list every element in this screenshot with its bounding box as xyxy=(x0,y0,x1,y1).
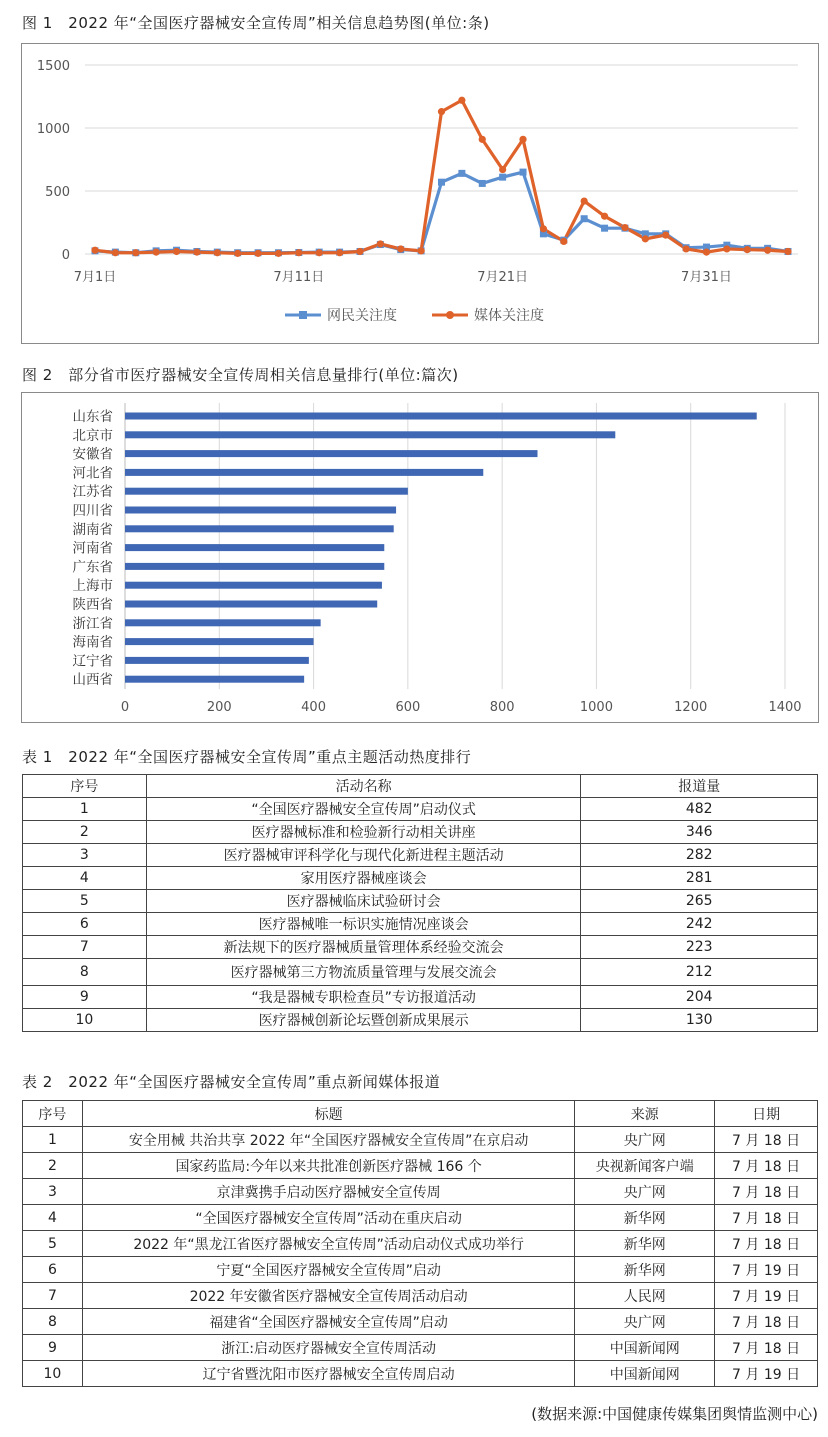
table-cell: 辽宁省暨沈阳市医疗器械安全宣传周启动 xyxy=(82,1361,575,1387)
x-tick-label: 1000 xyxy=(579,700,613,715)
table-cell: 2 xyxy=(23,1153,83,1179)
table-row xyxy=(23,1231,818,1257)
table-cell: 130 xyxy=(581,1009,818,1032)
table-row xyxy=(23,959,818,986)
table-cell: 国家药监局:今年以来共批准创新医疗器械 166 个 xyxy=(82,1153,575,1179)
table-row xyxy=(23,844,818,867)
data-point-circle xyxy=(132,249,139,256)
series-line-media xyxy=(95,100,788,253)
data-point-circle xyxy=(214,249,221,256)
data-point-circle xyxy=(642,235,649,242)
data-point-circle xyxy=(662,232,669,239)
y-tick-label: 0 xyxy=(61,248,70,263)
data-point-square xyxy=(499,174,506,181)
legend-marker xyxy=(299,311,307,319)
data-point-circle xyxy=(621,224,628,231)
x-tick-label: 200 xyxy=(206,700,232,715)
bar xyxy=(125,563,384,570)
source-note: (数据来源:中国健康传媒集团舆情监测中心) xyxy=(531,1405,818,1423)
table-row xyxy=(23,1153,818,1179)
table-cell: 265 xyxy=(581,890,818,913)
table-cell: 1 xyxy=(23,798,147,821)
bar xyxy=(125,676,304,683)
figure1-frame xyxy=(21,43,819,344)
table-cell: 中国新闻网 xyxy=(575,1335,715,1361)
data-point-circle xyxy=(438,108,445,115)
category-label: 海南省 xyxy=(72,634,113,651)
province-bar-chart xyxy=(22,393,818,722)
column-header: 日期 xyxy=(715,1101,818,1127)
category-label: 山西省 xyxy=(72,672,113,689)
bar xyxy=(125,638,314,645)
table-cell: 医疗器械唯一标识实施情况座谈会 xyxy=(146,913,581,936)
table-cell: “全国医疗器械安全宣传周”启动仪式 xyxy=(146,798,581,821)
x-tick-label: 1200 xyxy=(674,700,708,715)
data-point-square xyxy=(520,169,527,176)
bar xyxy=(125,544,384,551)
table-cell: 5 xyxy=(23,890,147,913)
column-header: 活动名称 xyxy=(146,775,581,798)
category-label: 四川省 xyxy=(72,503,113,519)
table-cell: 医疗器械临床试验研讨会 xyxy=(146,890,581,913)
table-cell: 7 xyxy=(23,1283,83,1309)
data-point-circle xyxy=(784,248,791,255)
table-row xyxy=(23,1179,818,1205)
category-label: 陕西省 xyxy=(72,597,113,613)
table-row xyxy=(23,1335,818,1361)
table-cell: 7 xyxy=(23,936,147,959)
table-cell: 家用医疗器械座谈会 xyxy=(146,867,581,890)
category-label: 浙江省 xyxy=(72,615,113,632)
table1-caption: 表 1 2022 年“全国医疗器械安全宣传周”重点主题活动热度排行 xyxy=(22,748,472,766)
table-row xyxy=(23,913,818,936)
y-tick-label: 500 xyxy=(45,185,70,200)
table-cell: 8 xyxy=(23,959,147,986)
table-row xyxy=(23,1257,818,1283)
table-cell: 医疗器械审评科学化与现代化新进程主题活动 xyxy=(146,844,581,867)
table-cell: 7 月 18 日 xyxy=(715,1309,818,1335)
table-row xyxy=(23,867,818,890)
table-cell: 4 xyxy=(23,867,147,890)
y-tick-label: 1500 xyxy=(36,59,70,74)
bar xyxy=(125,525,394,532)
x-tick-label: 7月21日 xyxy=(477,270,529,285)
table-cell: 央视新闻客户端 xyxy=(575,1153,715,1179)
table-cell: 4 xyxy=(23,1205,83,1231)
legend-label: 网民关注度 xyxy=(327,308,397,324)
table-cell: 281 xyxy=(581,867,818,890)
category-label: 广东省 xyxy=(72,559,113,576)
data-point-circle xyxy=(254,250,261,257)
bar xyxy=(125,413,757,420)
table-cell: 医疗器械标准和检验新行动相关讲座 xyxy=(146,821,581,844)
bar xyxy=(125,657,309,664)
trend-line-chart xyxy=(22,44,818,343)
table-cell: 医疗器械创新论坛暨创新成果展示 xyxy=(146,1009,581,1032)
category-label: 北京市 xyxy=(72,427,113,444)
table-cell: 3 xyxy=(23,1179,83,1205)
table-row xyxy=(23,1205,818,1231)
table-cell: 6 xyxy=(23,913,147,936)
table-cell: 204 xyxy=(581,986,818,1009)
data-point-circle xyxy=(112,249,119,256)
table-row xyxy=(23,890,818,913)
data-point-circle xyxy=(377,240,384,247)
table-cell: 7 月 18 日 xyxy=(715,1231,818,1257)
column-header: 标题 xyxy=(82,1101,575,1127)
table-cell: 242 xyxy=(581,913,818,936)
bar xyxy=(125,582,382,589)
table-cell: 7 月 18 日 xyxy=(715,1205,818,1231)
data-point-circle xyxy=(234,250,241,257)
table-row xyxy=(23,1283,818,1309)
table-cell: 1 xyxy=(23,1127,83,1153)
table-cell: 医疗器械第三方物流质量管理与发展交流会 xyxy=(146,959,581,986)
data-point-circle xyxy=(275,250,282,257)
category-label: 河南省 xyxy=(72,540,113,557)
column-header: 序号 xyxy=(23,775,147,798)
table-cell: 6 xyxy=(23,1257,83,1283)
data-point-circle xyxy=(397,245,404,252)
table-cell: 新华网 xyxy=(575,1231,715,1257)
table-cell: 2022 年“黑龙江省医疗器械安全宣传周”活动启动仪式成功举行 xyxy=(82,1231,575,1257)
data-point-circle xyxy=(173,248,180,255)
data-point-circle xyxy=(295,249,302,256)
table-cell: 7 月 18 日 xyxy=(715,1335,818,1361)
table-cell: 浙江:启动医疗器械安全宣传周活动 xyxy=(82,1335,575,1361)
table-cell: 7 月 18 日 xyxy=(715,1179,818,1205)
category-label: 上海市 xyxy=(72,578,113,595)
table-cell: 9 xyxy=(23,1335,83,1361)
bar xyxy=(125,619,321,626)
data-point-square xyxy=(458,170,465,177)
table-row xyxy=(23,1127,818,1153)
data-point-circle xyxy=(519,136,526,143)
table-cell: 7 月 19 日 xyxy=(715,1283,818,1309)
x-tick-label: 7月11日 xyxy=(273,270,325,285)
figure1-caption: 图 1 2022 年“全国医疗器械安全宣传周”相关信息趋势图(单位:条) xyxy=(22,14,490,32)
table-cell: 482 xyxy=(581,798,818,821)
category-label: 安徽省 xyxy=(72,446,113,463)
data-point-circle xyxy=(764,247,771,254)
data-point-circle xyxy=(356,248,363,255)
table-row xyxy=(23,821,818,844)
table2-caption: 表 2 2022 年“全国医疗器械安全宣传周”重点新闻媒体报道 xyxy=(22,1073,441,1091)
table-cell: 福建省“全国医疗器械安全宣传周”启动 xyxy=(82,1309,575,1335)
table-cell: 3 xyxy=(23,844,147,867)
column-header: 报道量 xyxy=(581,775,818,798)
table-cell: “全国医疗器械安全宣传周”活动在重庆启动 xyxy=(82,1205,575,1231)
data-point-square xyxy=(479,180,486,187)
table-cell: 7 月 19 日 xyxy=(715,1257,818,1283)
table-cell: 282 xyxy=(581,844,818,867)
column-header: 序号 xyxy=(23,1101,83,1127)
category-label: 辽宁省 xyxy=(72,653,113,670)
bar xyxy=(125,469,483,476)
table-row xyxy=(23,1009,818,1032)
table-row xyxy=(23,798,818,821)
table-row xyxy=(23,1361,818,1387)
table-cell: 央广网 xyxy=(575,1179,715,1205)
table-cell: 京津冀携手启动医疗器械安全宣传周 xyxy=(82,1179,575,1205)
x-tick-label: 0 xyxy=(120,700,130,715)
activity-table xyxy=(22,774,818,1032)
data-point-square xyxy=(438,179,445,186)
data-point-circle xyxy=(193,249,200,256)
y-tick-label: 1000 xyxy=(36,122,70,137)
figure2-frame xyxy=(21,392,819,723)
data-point-circle xyxy=(91,247,98,254)
data-point-circle xyxy=(601,213,608,220)
category-label: 江苏省 xyxy=(72,484,113,501)
bar xyxy=(125,601,377,608)
table-cell: 7 月 18 日 xyxy=(715,1153,818,1179)
x-tick-label: 600 xyxy=(395,700,421,715)
table-cell: 安全用械 共治共享 2022 年“全国医疗器械安全宣传周”在京启动 xyxy=(82,1127,575,1153)
table-cell: 10 xyxy=(23,1009,147,1032)
table-cell: 7 月 18 日 xyxy=(715,1127,818,1153)
data-point-circle xyxy=(458,97,465,104)
data-point-square xyxy=(581,215,588,222)
table-cell: 新法规下的医疗器械质量管理体系经验交流会 xyxy=(146,936,581,959)
table-cell: 新华网 xyxy=(575,1205,715,1231)
table-cell: 9 xyxy=(23,986,147,1009)
x-tick-label: 400 xyxy=(301,700,326,715)
x-tick-label: 7月31日 xyxy=(681,270,732,285)
table-cell: 7 月 19 日 xyxy=(715,1361,818,1387)
data-point-circle xyxy=(499,166,506,173)
data-point-circle xyxy=(336,249,343,256)
x-tick-label: 800 xyxy=(489,700,515,715)
data-point-circle xyxy=(560,238,567,245)
data-point-circle xyxy=(418,247,425,254)
data-point-circle xyxy=(153,249,160,256)
legend-label: 媒体关注度 xyxy=(474,308,544,324)
table-cell: 宁夏“全国医疗器械安全宣传周”启动 xyxy=(82,1257,575,1283)
x-tick-label: 1400 xyxy=(768,700,802,715)
table-row xyxy=(23,936,818,959)
bar xyxy=(125,507,396,514)
x-tick-label: 7月1日 xyxy=(73,270,117,285)
bar xyxy=(125,431,615,438)
data-point-circle xyxy=(723,245,730,252)
table-cell: 2022 年安徽省医疗器械安全宣传周活动启动 xyxy=(82,1283,575,1309)
table-header-row xyxy=(23,1101,818,1127)
data-point-circle xyxy=(703,249,710,256)
table-cell: 新华网 xyxy=(575,1257,715,1283)
figure2-caption: 图 2 部分省市医疗器械安全宣传周相关信息量排行(单位:篇次) xyxy=(22,366,459,384)
data-point-circle xyxy=(316,249,323,256)
table-cell: 346 xyxy=(581,821,818,844)
category-label: 河北省 xyxy=(72,465,113,482)
category-label: 山东省 xyxy=(72,409,113,425)
table-cell: 223 xyxy=(581,936,818,959)
data-point-circle xyxy=(581,197,588,204)
bar xyxy=(125,488,408,495)
data-point-square xyxy=(601,225,608,232)
table-cell: 央广网 xyxy=(575,1309,715,1335)
data-point-circle xyxy=(540,225,547,232)
table-row xyxy=(23,986,818,1009)
table-cell: 10 xyxy=(23,1361,83,1387)
data-point-circle xyxy=(682,245,689,252)
table-cell: 2 xyxy=(23,821,147,844)
bar xyxy=(125,450,538,457)
table-header-row xyxy=(23,775,818,798)
category-label: 湖南省 xyxy=(72,521,113,538)
data-point-circle xyxy=(744,246,751,253)
table-cell: 中国新闻网 xyxy=(575,1361,715,1387)
table-cell: 人民网 xyxy=(575,1283,715,1309)
column-header: 来源 xyxy=(575,1101,715,1127)
table-cell: 央广网 xyxy=(575,1127,715,1153)
table-cell: “我是器械专职检查员”专访报道活动 xyxy=(146,986,581,1009)
legend-marker xyxy=(446,311,454,319)
table-cell: 212 xyxy=(581,959,818,986)
table-cell: 5 xyxy=(23,1231,83,1257)
table-row xyxy=(23,1309,818,1335)
table-cell: 8 xyxy=(23,1309,83,1335)
media-table xyxy=(22,1100,818,1387)
data-point-circle xyxy=(479,136,486,143)
